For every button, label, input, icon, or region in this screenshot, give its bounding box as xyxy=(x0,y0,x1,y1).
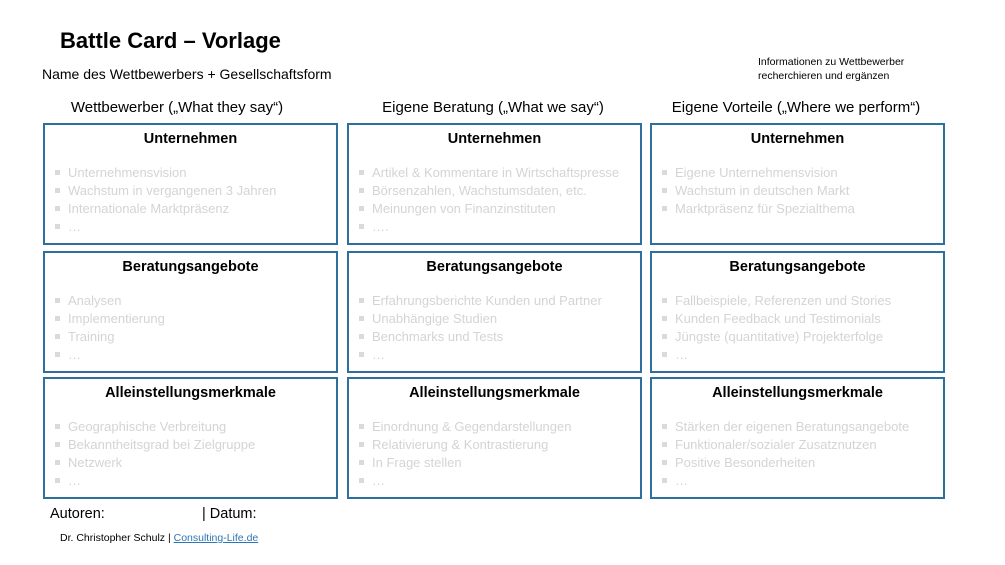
card-competitor-usp xyxy=(43,377,338,499)
column-header-competitor: Wettbewerber („What they say“) xyxy=(70,99,284,116)
list-item: Geographische Verbreitung xyxy=(55,418,326,436)
credit-name: Dr. Christopher Schulz | xyxy=(60,532,171,544)
card-list xyxy=(662,418,933,490)
list-item: Eigene Unternehmensvision xyxy=(662,164,933,182)
list-item: Börsenzahlen, Wachstumsdaten, etc. xyxy=(359,182,630,200)
list-item: Training xyxy=(55,328,326,346)
card-list xyxy=(359,292,630,364)
list-item: Funktionaler/sozialer Zusatznutzen xyxy=(662,436,933,454)
list-item: … xyxy=(662,472,933,490)
list-item: Artikel & Kommentare in Wirtschaftspresse xyxy=(359,164,630,182)
list-item: Relativierung & Kontrastierung xyxy=(359,436,630,454)
list-item: …. xyxy=(359,218,630,236)
card-title: Beratungsangebote xyxy=(122,259,259,275)
card-advantage-company xyxy=(650,123,945,245)
list-item: … xyxy=(662,346,933,364)
card-title: Beratungsangebote xyxy=(426,259,563,275)
list-item: Wachstum in vergangenen 3 Jahren xyxy=(55,182,326,200)
card-title: Unternehmen xyxy=(447,131,542,147)
list-item: Unternehmensvision xyxy=(55,164,326,182)
card-list xyxy=(55,164,326,236)
card-list xyxy=(55,292,326,364)
card-own-offerings xyxy=(347,251,642,373)
card-list xyxy=(359,164,630,236)
list-item: Netzwerk xyxy=(55,454,326,472)
list-item: … xyxy=(359,472,630,490)
list-item: Meinungen von Finanzinstituten xyxy=(359,200,630,218)
list-item: … xyxy=(359,346,630,364)
list-item: Jüngste (quantitative) Projekterfolge xyxy=(662,328,933,346)
list-item: … xyxy=(55,472,326,490)
card-advantage-offerings xyxy=(650,251,945,373)
card-title: Alleinstellungsmerkmale xyxy=(712,385,883,401)
column-header-own-advantages: Eigene Vorteile („Where we perform“) xyxy=(671,99,921,116)
page-title: Battle Card – Vorlage xyxy=(60,28,281,53)
credit-link[interactable]: Consulting-Life.de xyxy=(173,532,259,544)
card-advantage-usp xyxy=(650,377,945,499)
card-title: Alleinstellungsmerkmale xyxy=(409,385,580,401)
list-item: Einordnung & Gegendarstellungen xyxy=(359,418,630,436)
list-item: … xyxy=(55,346,326,364)
list-item: … xyxy=(55,218,326,236)
card-list xyxy=(359,418,630,490)
card-title: Unternehmen xyxy=(750,131,845,147)
credit-line xyxy=(60,532,258,544)
card-competitor-company xyxy=(43,123,338,245)
list-item: Positive Besonderheiten xyxy=(662,454,933,472)
list-item: Stärken der eigenen Beratungsangebote xyxy=(662,418,933,436)
list-item: In Frage stellen xyxy=(359,454,630,472)
list-item: Kunden Feedback und Testimonials xyxy=(662,310,933,328)
research-note: Informationen zu Wettbewerber recherchieren und ergänzen xyxy=(758,56,905,82)
card-list xyxy=(662,292,933,364)
card-title: Beratungsangebote xyxy=(729,259,866,275)
column-header-own-consulting: Eigene Beratung („What we say“) xyxy=(382,99,604,116)
list-item: Implementierung xyxy=(55,310,326,328)
card-title: Unternehmen xyxy=(143,131,238,147)
card-list xyxy=(662,164,933,218)
list-item: Wachstum in deutschen Markt xyxy=(662,182,933,200)
card-own-usp xyxy=(347,377,642,499)
card-title: Alleinstellungsmerkmale xyxy=(105,385,276,401)
card-competitor-offerings xyxy=(43,251,338,373)
card-list xyxy=(55,418,326,490)
list-item: Erfahrungsberichte Kunden und Partner xyxy=(359,292,630,310)
list-item: Marktpräsenz für Spezialthema xyxy=(662,200,933,218)
list-item: Bekanntheitsgrad bei Zielgruppe xyxy=(55,436,326,454)
list-item: Fallbeispiele, Referenzen und Stories xyxy=(662,292,933,310)
competitor-name-label: Name des Wettbewerbers + Gesellschaftsform xyxy=(42,66,332,82)
list-item: Analysen xyxy=(55,292,326,310)
list-item: Internationale Marktpräsenz xyxy=(55,200,326,218)
date-label: | Datum: xyxy=(202,506,257,522)
list-item: Unabhängige Studien xyxy=(359,310,630,328)
list-item: Benchmarks und Tests xyxy=(359,328,630,346)
card-own-company xyxy=(347,123,642,245)
authors-label: Autoren: xyxy=(50,506,105,522)
